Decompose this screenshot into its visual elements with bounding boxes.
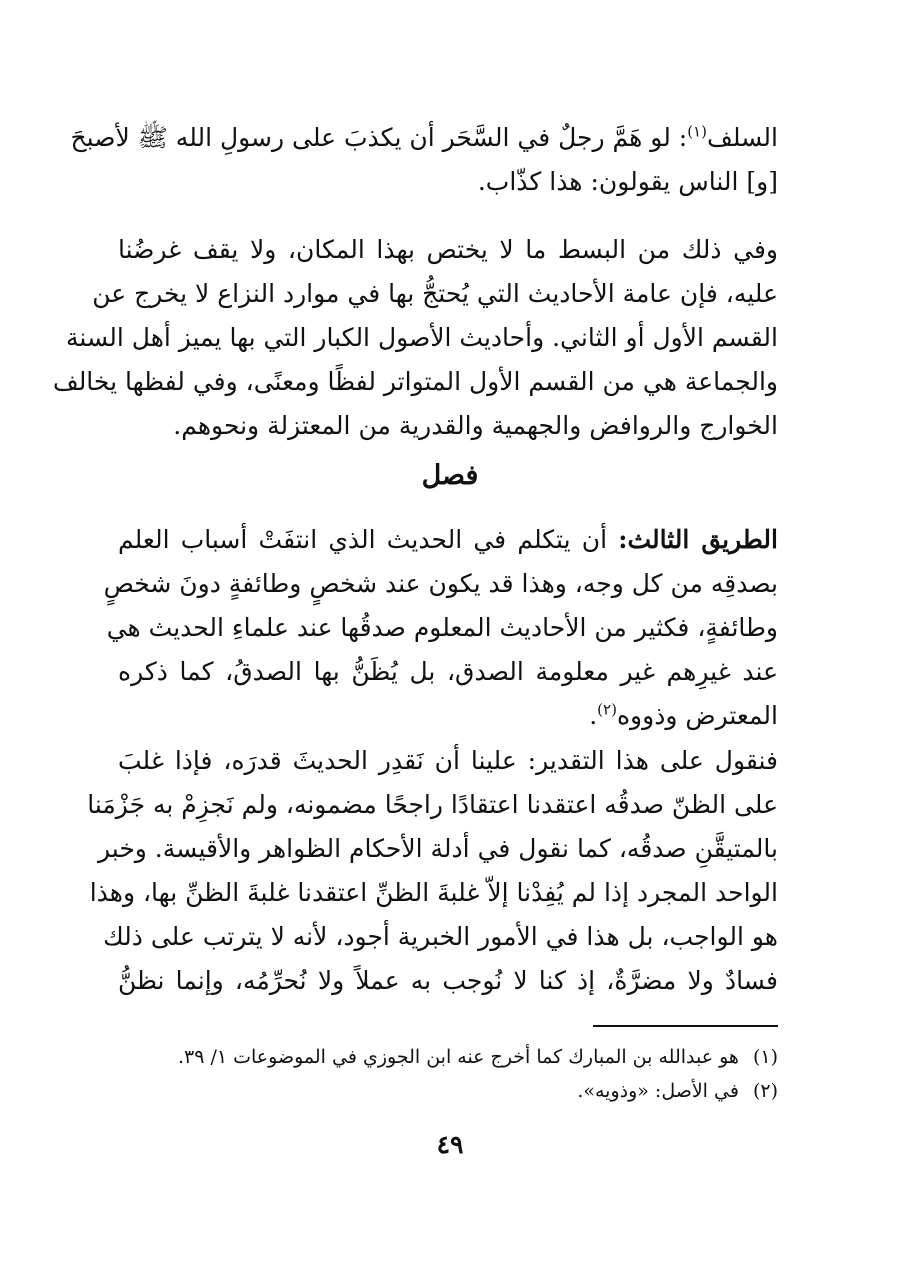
footnote-divider [593, 1025, 778, 1027]
paragraph-4-line-6: فسادٌ ولا مضرَّةٌ، إذ كنا لا نُوجب به عملاً ولا نُحرِّمُه، وإنما نظنُّ [118, 966, 778, 995]
paragraph-2-line-5: الخوارج والروافض والجهمية والقدرية من المعتزلة ونحوهم. [173, 411, 778, 440]
paragraph-1-line-1-text: السلف [706, 123, 778, 152]
paragraph-3-line-1 [118, 518, 778, 562]
paragraph-1-line-2: [و] الناس يقولون: هذا كذّاب. [477, 167, 778, 196]
paragraph-3-lead: الطريق الثالث: [618, 525, 778, 554]
paragraph-1-line-1-rest: : لو هَمَّ رجلٌ في السَّحَر أن يكذبَ على رسولِ الله ﷺ لأصبحَ [70, 123, 688, 152]
paragraph-4-line-1: فنقول على هذا التقدير: علينا أن نَقدِر الحديثَ قدرَه، فإذا غلبَ [118, 746, 778, 775]
paragraph-1-line-1 [70, 116, 778, 160]
footnote-2-number: (٢) [752, 1080, 778, 1102]
footnote-1 [118, 1042, 778, 1072]
paragraph-3-line-5-end: . [589, 701, 598, 730]
paragraph-3-line-5 [118, 694, 778, 738]
footnote-2 [118, 1076, 778, 1106]
paragraph-2-line-4: والجماعة هي من القسم الأول المتواتر لفظًا ومعنًى، وفي لفظها يخالف [52, 367, 778, 396]
paragraph-4-line-4: الواحد المجرد إذا لم يُفِدْنا إلاّ غلبةَ الظنِّ اعتقدنا غلبةَ الظنِّ بها، وهذا [89, 878, 778, 907]
footnote-ref-2: (٢) [597, 700, 617, 719]
paragraph-4-line-5: هو الواجب، بل هذا في الأمور الخبرية أجود، لأنه لا يترتب على ذلك [103, 922, 778, 951]
paragraph-2-line-2: عليه، فإن عامة الأحاديث التي يُحتجُّ بها في موارد النزاع لا يخرج عن [92, 279, 778, 308]
footnote-ref-1: (١) [687, 122, 707, 141]
footnote-1-text: هو عبدالله بن المبارك كما أخرج عنه ابن الجوزي في الموضوعات ١/ ٣٩. [177, 1046, 739, 1068]
footnote-1-number: (١) [752, 1046, 778, 1068]
paragraph-2-line-1: وفي ذلك من البسط ما لا يختص بهذا المكان، ولا يقف غرضُنا [118, 235, 778, 264]
paragraph-3-line-2: بصدقِه من كل وجه، وهذا قد يكون عند شخصٍ وطائفةٍ دونَ شخصٍ [103, 569, 778, 598]
section-heading: فصل [421, 460, 479, 491]
paragraph-3-line-5-text: المعترض وذووه [616, 701, 778, 730]
page-number: ٤٩ [436, 1130, 464, 1159]
paragraph-4-line-3: بالمتيقَّنِ صدقُه، كما نقول في أدلة الأحكام الظواهر والأقيسة. وخبر [97, 834, 778, 863]
paragraph-3-line-1-rest: أن يتكلم في الحديث الذي انتفَتْ أسباب العلم [118, 525, 619, 554]
paragraph-3-line-4: عند غيرِهم غير معلومة الصدق، بل يُظَنُّ بها الصدقُ، كما ذكره [118, 657, 778, 686]
paragraph-3-line-3: وطائفةٍ، فكثير من الأحاديث المعلوم صدقُها عند علماءِ الحديث هي [106, 613, 778, 642]
paragraph-2-line-3: القسم الأول أو الثاني. وأحاديث الأصول الكبار التي بها يميز أهل السنة [66, 323, 778, 352]
paragraph-4-line-2: على الظنّ صدقُه اعتقدنا اعتقادًا راجحًا مضمونه، ولم نَجزِمْ به جَزْمَنا [87, 790, 778, 819]
footnote-2-text: في الأصل: «وذويه». [577, 1080, 739, 1102]
